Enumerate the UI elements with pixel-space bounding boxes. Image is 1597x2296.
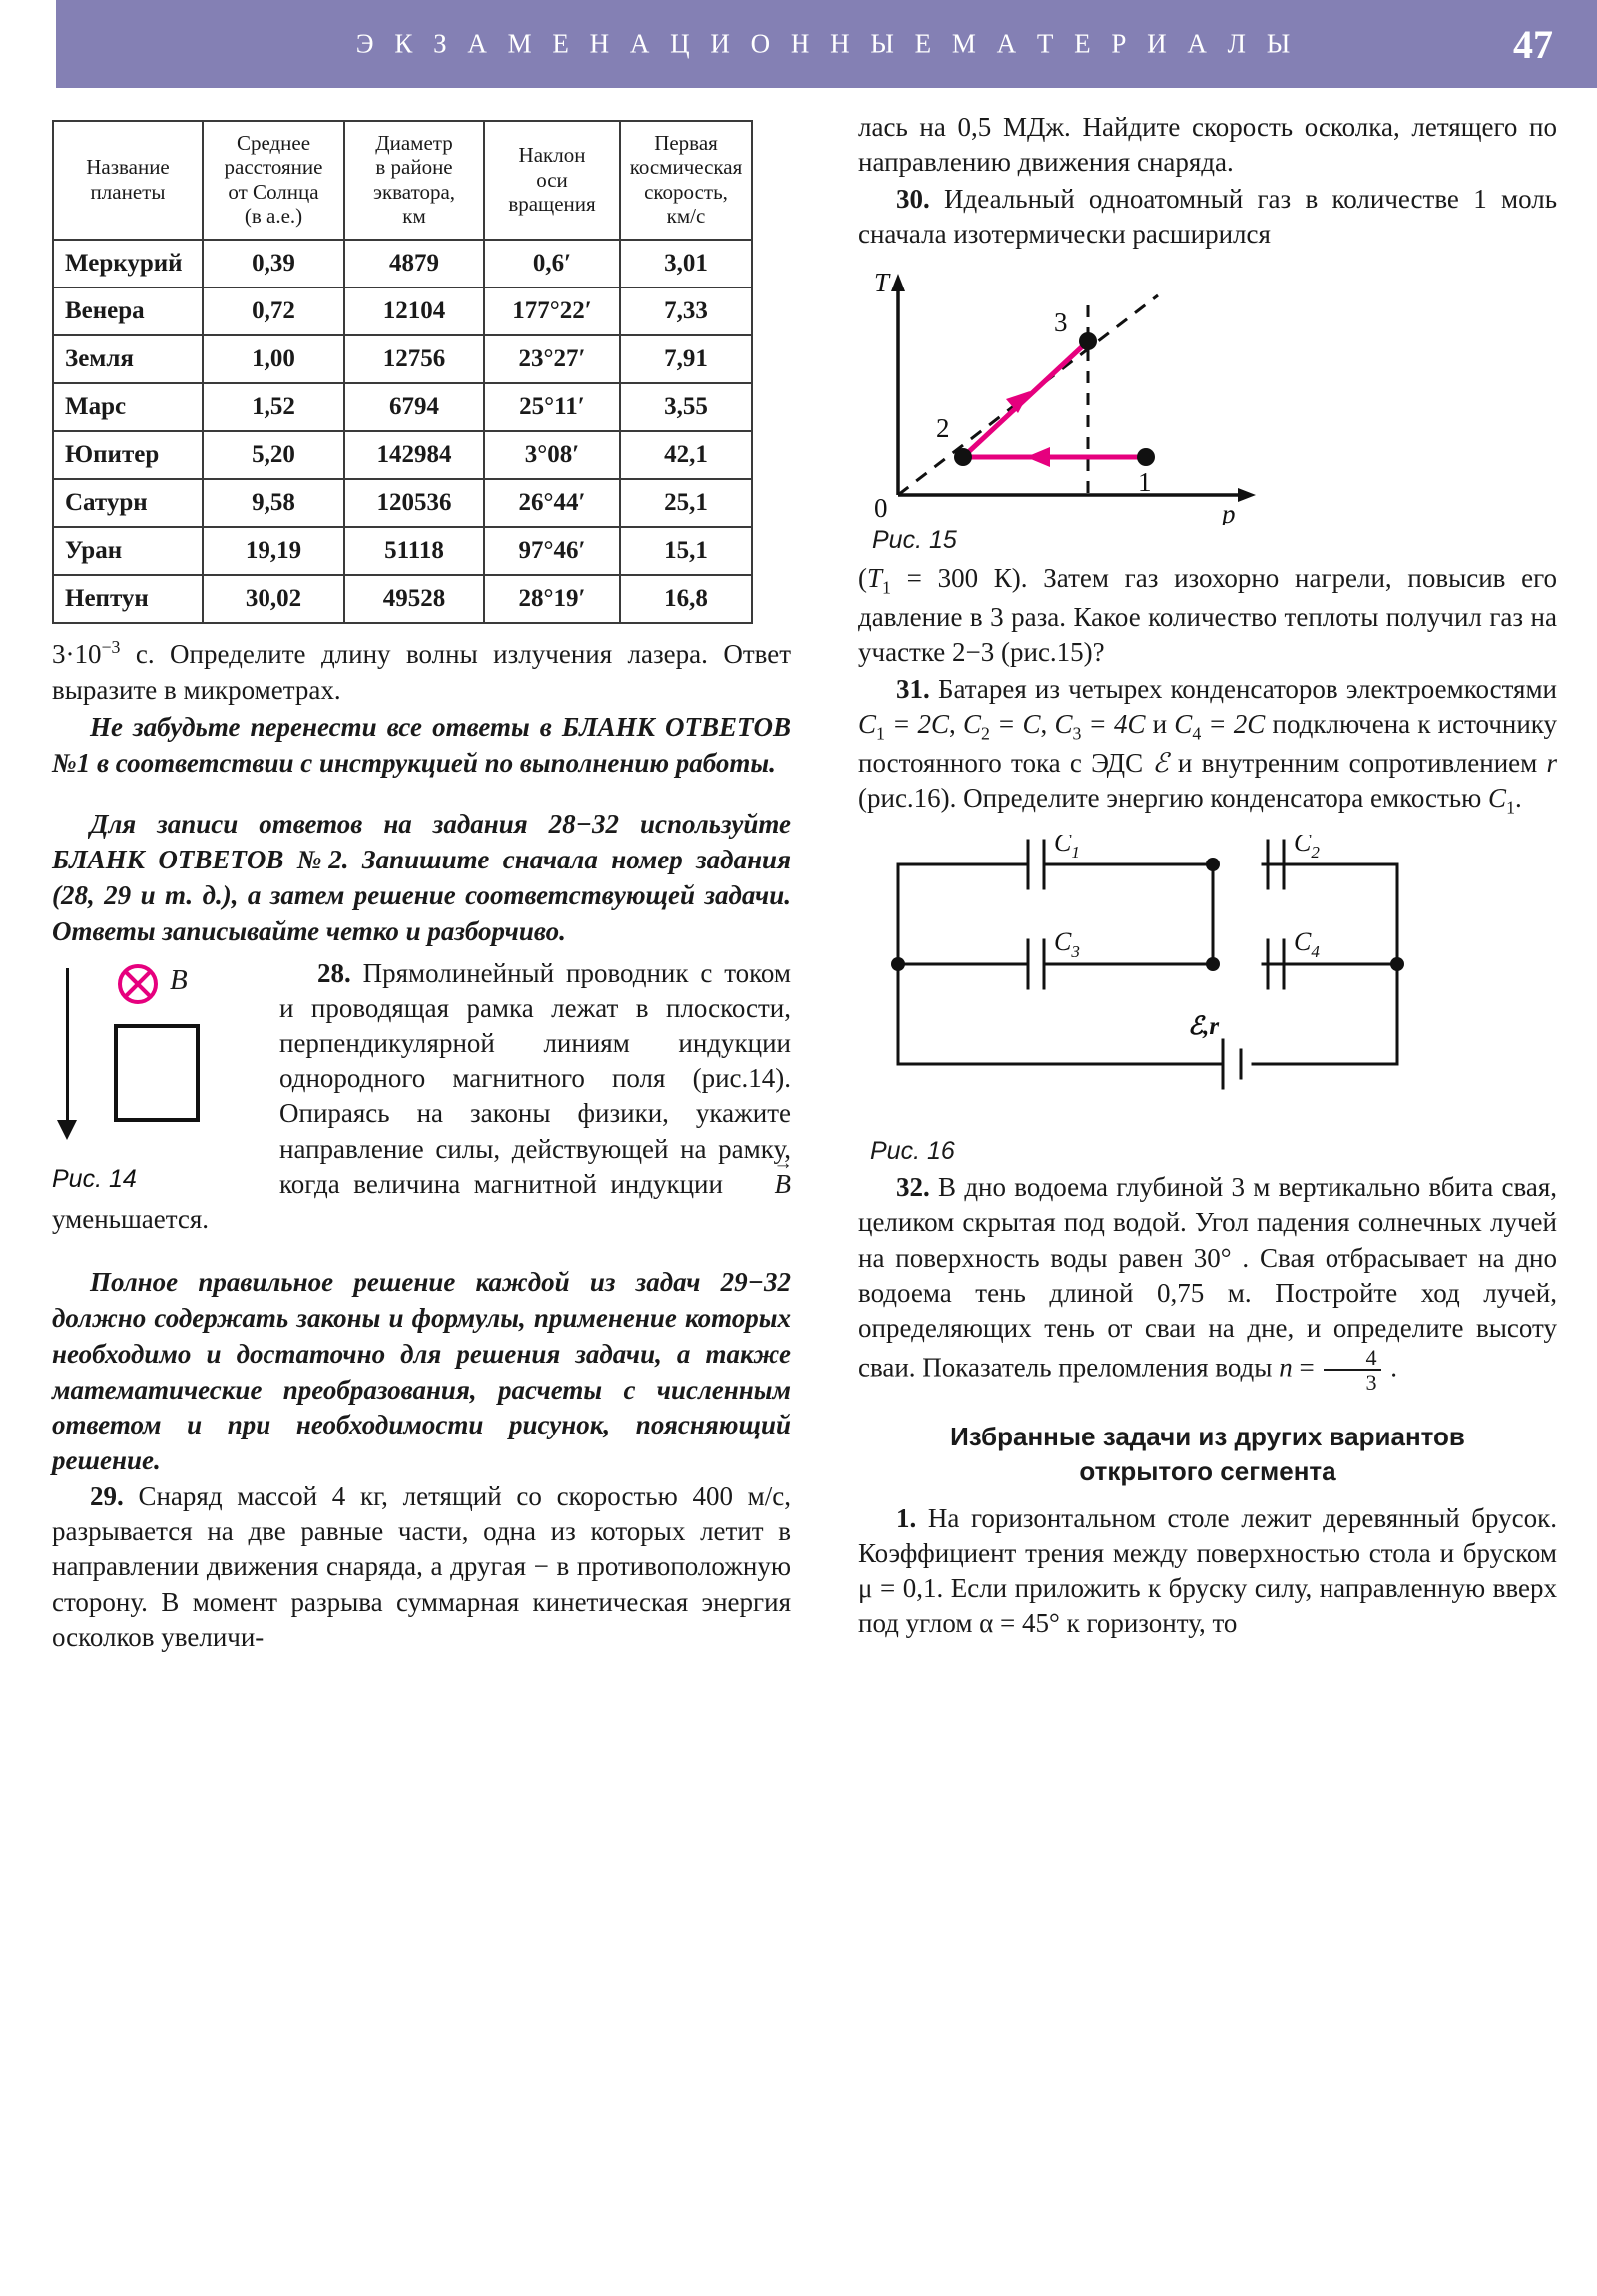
task-32 [858,1170,1557,1394]
emf-source-label: ℰ,r [1188,1013,1220,1041]
point-1-dot [1137,448,1155,466]
task-29 [52,1479,791,1654]
page-title: Э К З А М Е Н А Ц И О Н Н Ы Е М А Т Е Р И А Л Ы [355,28,1298,59]
figure-16-svg [858,835,1457,1134]
figure-15-caption: Рис. 15 [872,526,957,555]
header-line: Наклон [518,143,586,168]
internal-resistance-symbol: r [1546,747,1558,778]
cell-axis-tilt: 177°22′ [484,287,620,335]
c2-symbol: C [962,709,981,740]
task-extra-1-text: На горизонтальном столе лежит деревянный брусок. Коэффициент трения между поверхностью стола и бруском μ = 0,1. Если приложить к бруску силу, направленную вверх под углом α = 45° к горизонту, то [858,1502,1558,1639]
cell-axis-tilt: 25°11′ [484,383,620,431]
cell-distance: 1,00 [203,335,344,383]
table-row [53,383,752,431]
header-line: от Солнца [228,179,319,204]
cell-planet-name: Венера [53,287,203,335]
refractive-index-symbol: n [1279,1352,1293,1383]
laser-exponent: −3 [101,637,121,658]
point-3-label: 3 [1054,307,1068,338]
col-header-diameter [344,121,484,240]
point-2-label: 2 [936,413,950,444]
task-30-t1-symbol: T [867,563,883,594]
cell-axis-tilt: 26°44′ [484,479,620,527]
cell-distance: 30,02 [203,575,344,623]
task-31-number: 31. [896,674,930,705]
header-line: космическая [629,155,743,180]
cell-distance: 9,58 [203,479,344,527]
header-line: км [402,204,426,229]
c4-value: = 2C [1201,709,1266,740]
c4-symbol: C [1174,709,1193,740]
section-heading-line-2: открытого сегмента [1079,1456,1336,1487]
cell-escape-speed: 3,55 [620,383,752,431]
task-32-text-a: В дно водоема глубиной 3 м вертикально вбита свая, целиком скрытая под водой. Угол падения солнечных лучей на поверхность воды равен 30° . Свая отбрасывает на дно водоема тень длиной 0,75 м. Постройте ход лучей, определяющих тень от сваи на дне, и определите высоту сваи. Показатель преломления воды [858,1172,1558,1383]
capacitor-c3-label: $C_3$ [1054,927,1080,962]
figure-14-drawing [52,962,252,1157]
cell-distance: 19,19 [203,527,344,575]
axis-label-p: p [1222,499,1236,526]
cell-escape-speed: 7,33 [620,287,752,335]
refractive-index-fraction [1324,1346,1380,1394]
figure-14 [52,962,262,1194]
table-row [53,240,752,287]
cell-diameter: 12104 [344,287,484,335]
table-row [53,575,752,623]
c2-subscript: 2 [980,723,990,744]
field-direction-arrow-head [57,1120,77,1140]
page-number: 47 [1513,21,1553,67]
field-direction-arrow-shaft [66,968,69,1128]
axis-label-origin: 0 [874,493,888,524]
note-answer-blank-1: Не забудьте перенести все ответы в БЛАНК ОТВЕТОВ №1 в соответствии с инструкцией по выполнению работы. [52,711,791,778]
fraction-numerator: 4 [1324,1346,1380,1371]
col-header-distance [203,121,344,240]
section-heading [858,1420,1557,1489]
header-line: скорость, [644,179,728,204]
right-column [858,110,1557,1643]
table-header-row [53,121,752,240]
left-column [52,110,791,1657]
axis-label-t: T [874,268,890,298]
header-line: в районе [375,155,453,180]
cell-escape-speed: 15,1 [620,527,752,575]
capacitor-c2-label: $C_2$ [1294,835,1320,862]
task-30-text: Идеальный одноатомный газ в количестве 1 моль сначала изотермически расширился [858,184,1558,250]
col-header-axis-tilt [484,121,620,240]
task-32-text-b: . [1383,1352,1397,1383]
cell-escape-speed: 7,91 [620,335,752,383]
cell-diameter: 12756 [344,335,484,383]
task-29-continued: лась на 0,5 МДж. Найдите скорость осколка, летящего по направлению движения снаряда. [858,112,1557,178]
task-31-text-a: Батарея из четырех конденсаторов электроемкостями [937,674,1558,705]
cell-planet-name: Уран [53,527,203,575]
header-line: экватора, [372,179,456,204]
header-line: планеты [90,179,166,204]
magnetic-field-into-page-icon [118,964,158,1004]
cell-axis-tilt: 97°46′ [484,527,620,575]
junction-dot-mid-far-right [1390,957,1404,971]
note-full-solution: Полное правильное решение каждой из задач 29−32 должно содержать законы и формулы, применение которых необходимо и достаточно для решения задачи, а также математические преобразования, расчеты с численным ответом и при необходимости рисунок, поясняющий решение. [52,1266,791,1476]
col-header-planet-name [53,121,203,240]
header-line: вращения [508,191,596,216]
c1-subscript: 1 [876,723,885,744]
cell-planet-name: Земля [53,335,203,383]
table-row [53,479,752,527]
c1-symbol: C [858,709,877,740]
cell-axis-tilt: 0,6′ [484,240,620,287]
task-31-text-e: . [1514,782,1522,813]
task-30-paren: ( [858,563,867,594]
figure-16-caption: Рис. 16 [870,1137,955,1166]
header-line: Диаметр [375,131,453,155]
cell-diameter: 120536 [344,479,484,527]
task-31: 31. Батарея из четырех конденсаторов электроемкостями $C_1 = 2C$, $C_2 = C$, $C_3 = 4C$ и $C_4 = 2C$ подключена к источнику постоянного тока с ЭДС ℰ и внутренним сопротивлением r (рис.16). Определите энергию конденсатора емкостью $C_1$. [858,674,1558,818]
task-32-equals: = [1292,1352,1322,1383]
figure-16 [858,835,1557,1166]
task-extra-1 [858,1501,1557,1641]
cell-escape-speed: 42,1 [620,431,752,479]
c3-symbol: C [1054,709,1073,740]
cell-axis-tilt: 28°19′ [484,575,620,623]
header-line: расстояние [224,155,323,180]
cell-axis-tilt: 3°08′ [484,431,620,479]
task-28-text: Прямолинейный проводник с током и проводящая рамка лежат в плоскости, перпендикулярной линиям индукции однородного магнитного поля (рис.14). Опираясь на законы физики, укажите направление силы, действующей на рамку, когда величина магнитной индукции [279,958,791,1199]
junction-dot-mid-right [1206,957,1220,971]
cell-diameter: 51118 [344,527,484,575]
table-row [53,527,752,575]
c1-value: = 2C [884,709,950,740]
capacitor-c4-label: $C_4$ [1294,927,1320,962]
header-line: Название [86,155,170,180]
point-2-dot [954,448,972,466]
task-30-continued [858,561,1557,670]
task-30-t1-subscript: 1 [882,577,891,598]
t-axis-arrowhead [891,274,905,291]
c4-subscript: 4 [1192,723,1202,744]
cell-distance: 0,72 [203,287,344,335]
junction-dot-top [1206,858,1220,871]
header-line: оси [536,167,568,192]
task-28-vector-b: B → [737,1167,792,1202]
c3-value: = 4C [1081,709,1146,740]
c2-value: = C [989,709,1041,740]
figure-15 [858,266,1557,555]
cell-distance: 0,39 [203,240,344,287]
figure-15-svg [858,266,1278,525]
table-row [53,431,752,479]
figure-14-caption: Рис. 14 [52,1165,137,1194]
task-30-number: 30. [896,184,930,215]
magnetic-induction-label: B [170,964,188,997]
c1-symbol-end: C [1488,782,1507,813]
header-line: Первая [654,131,718,155]
capacitor-c1-label: $C_1$ [1054,835,1080,862]
cell-planet-name: Сатурн [53,479,203,527]
task-29-number: 29. [90,1481,124,1512]
laser-text: с. Определите длину волны излучения лазера. Ответ выразите в микрометрах. [52,639,791,705]
table-row [53,335,752,383]
header-line: Среднее [236,131,311,155]
task-31-text-d: (рис.16). Определите энергию конденсатора емкостью [858,782,1489,813]
emf-symbol: ℰ [1152,747,1169,778]
note-answer-blank-2: Для записи ответов на задания 28−32 используйте БЛАНК ОТВЕТОВ №2. Запишите сначала номер задания (28, 29 и т. д.), а затем решение соответствующей задачи. Ответы записывайте четко и разборчиво. [52,809,791,947]
fraction-denominator: 3 [1365,1370,1377,1396]
task-30-text-cont: = 300 К). Затем газ изохорно нагрели, повысив его давление в 3 раза. Какое количество теплоты получил газ на участке 2−3 (рис.15)? [858,563,1557,668]
point-3-dot [1079,332,1097,350]
header-line: (в а.е.) [244,204,303,229]
page-header-band [56,0,1597,88]
paragraph-laser [52,636,791,707]
junction-dot-mid-left [891,957,905,971]
cell-escape-speed: 3,01 [620,240,752,287]
cell-distance: 5,20 [203,431,344,479]
cell-planet-name: Юпитер [53,431,203,479]
cell-escape-speed: 16,8 [620,575,752,623]
task-28-number: 28. [317,958,351,989]
p-axis-arrowhead [1238,488,1256,502]
point-1-label: 1 [1138,467,1152,498]
c1-subscript-end: 1 [1506,797,1515,818]
laser-lead: 3·10 [52,639,102,670]
c3-subscript: 3 [1072,723,1082,744]
cell-diameter: 142984 [344,431,484,479]
task-31-text-c: и внутренним сопротивлением [1168,747,1547,778]
task-31-text-b: подключена к источнику постоянного тока с ЭДС [858,709,1558,778]
cell-escape-speed: 25,1 [620,479,752,527]
cell-diameter: 6794 [344,383,484,431]
col-header-escape-speed [620,121,752,240]
task-29-text: Снаряд массой 4 кг, летящий со скоростью 400 м/с, разрывается на две равные части, одна из которых летит в направлении движения снаряда, а другая − в противоположную сторону. В момент разрыва суммарная кинетическая энергия осколков увеличи- [52,1481,791,1652]
header-line: км/с [666,204,706,229]
cell-planet-name: Меркурий [53,240,203,287]
task-extra-1-number: 1. [896,1502,917,1533]
cell-diameter: 4879 [344,240,484,287]
table-row [53,287,752,335]
cell-diameter: 49528 [344,575,484,623]
task-28-text-tail: уменьшается. [52,1203,210,1234]
cell-planet-name: Нептун [53,575,203,623]
task-30-intro [858,182,1557,252]
planets-table [52,120,753,624]
process-1-2-arrowhead [1026,447,1050,467]
cell-axis-tilt: 23°27′ [484,335,620,383]
task-32-number: 32. [896,1172,930,1203]
conducting-frame-rectangle [114,1024,200,1122]
section-heading-line-1: Избранные задачи из других вариантов [950,1422,1465,1452]
cell-distance: 1,52 [203,383,344,431]
cell-planet-name: Марс [53,383,203,431]
